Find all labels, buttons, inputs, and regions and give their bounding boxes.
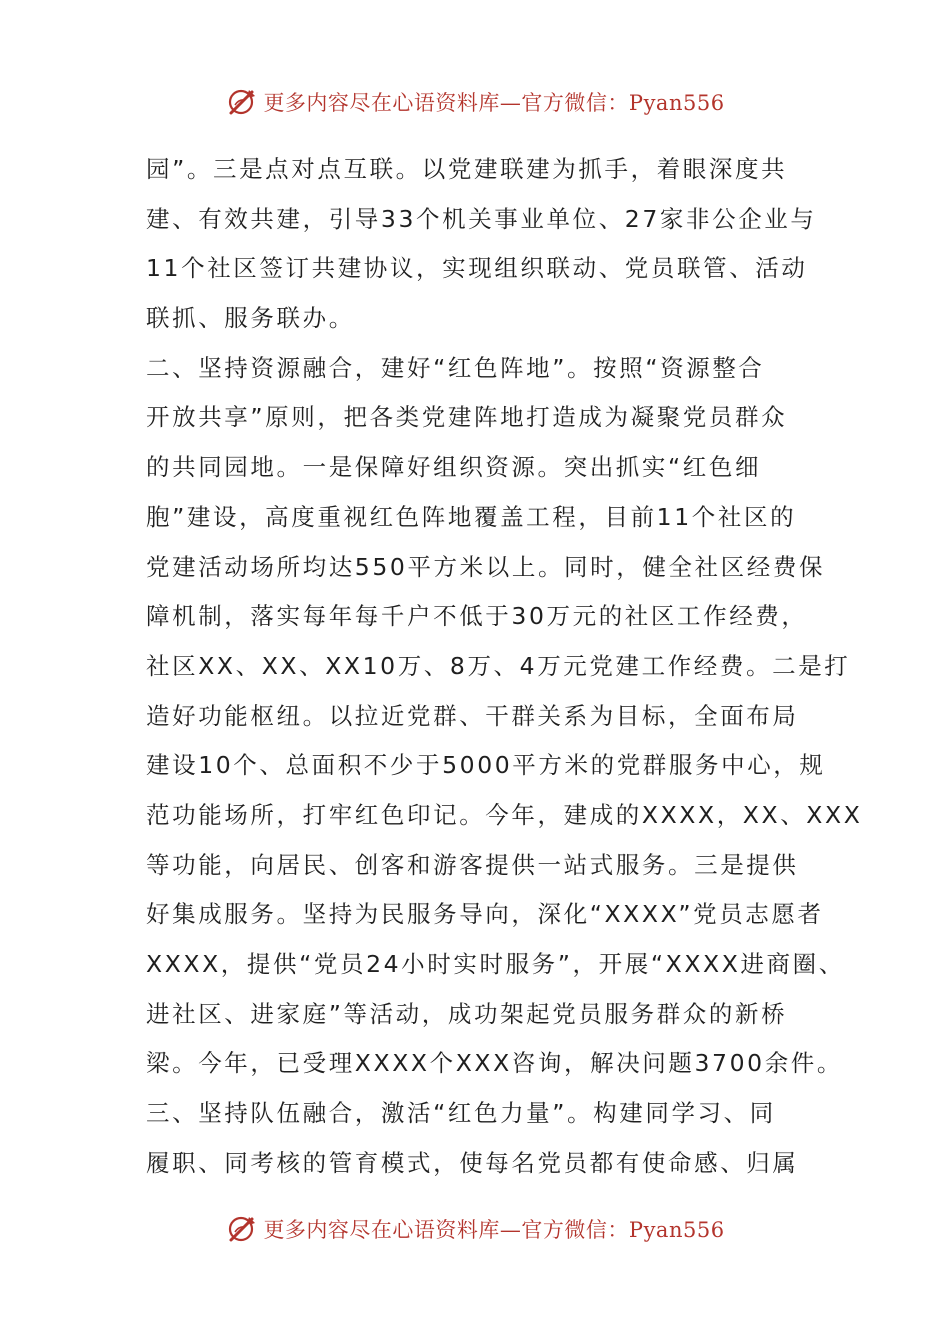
text-line: 的共同园地。一是保障好组织资源。突出抓实“红色细 [146, 453, 762, 482]
text-line: 好集成服务。坚持为民服务导向，深化“XXXX”党员志愿者 [146, 900, 824, 929]
text-line: 障机制，落实每年每千户不低于30万元的社区工作经费， [146, 602, 808, 631]
text-line: 园”。三是点对点互联。以党建联建为抓手，着眼深度共 [146, 155, 788, 183]
text-line: 开放共享”原则，把各类党建阵地打造成为凝聚党员群众 [146, 403, 788, 432]
text-line: 进社区、进家庭”等活动，成功架起党员服务群众的新桥 [146, 999, 788, 1028]
header-banner [0, 82, 950, 122]
pen-logo-icon [225, 1212, 259, 1246]
text-line: 联抓、服务联办。 [146, 304, 355, 333]
text-line: 党建活动场所均达550平方米以上。同时，健全社区经费保 [146, 552, 826, 581]
text-line: 建设10个、总面积不少于5000平方米的党群服务中心，规 [146, 751, 826, 780]
footer-banner-text: 更多内容尽在心语资料库—官方微信：Pyan556 [263, 1218, 725, 1242]
text-line: 范功能场所，打牢红色印记。今年，建成的XXXX，XX、XXX [146, 800, 863, 829]
text-line: XXXX，提供“党员24小时实时服务”，开展“XXXX进商圈、 [146, 950, 845, 978]
header-banner-text: 更多内容尽在心语资料库—官方微信：Pyan556 [263, 91, 725, 115]
text-line: 胞”建设，高度重视红色阵地覆盖工程，目前11个社区的 [146, 502, 797, 531]
footer-banner [0, 1209, 950, 1249]
text-line: 造好功能枢纽。以拉近党群、干群关系为目标，全面布局 [146, 701, 799, 730]
pen-logo-icon [225, 85, 259, 119]
text-line: 建、有效共建，引导33个机关事业单位、27家非公企业与 [146, 204, 817, 233]
text-line: 履职、同考核的管育模式，使每名党员都有使命感、归属 [146, 1148, 799, 1177]
document-body [146, 145, 863, 1188]
text-line: 三、坚持队伍融合，激活“红色力量”。构建同学习、同 [146, 1099, 776, 1128]
text-line: 11个社区签订共建协议，实现组织联动、党员联管、活动 [146, 254, 808, 283]
text-line: 二、坚持资源融合，建好“红色阵地”。按照“资源整合 [146, 353, 765, 382]
text-line: 等功能，向居民、创客和游客提供一站式服务。三是提供 [146, 850, 799, 879]
text-line: 梁。今年，已受理XXXX个XXX咨询，解决问题3700余件。 [146, 1049, 843, 1078]
text-line: 社区XX、XX、XX10万、8万、4万元党建工作经费。二是打 [146, 651, 851, 680]
